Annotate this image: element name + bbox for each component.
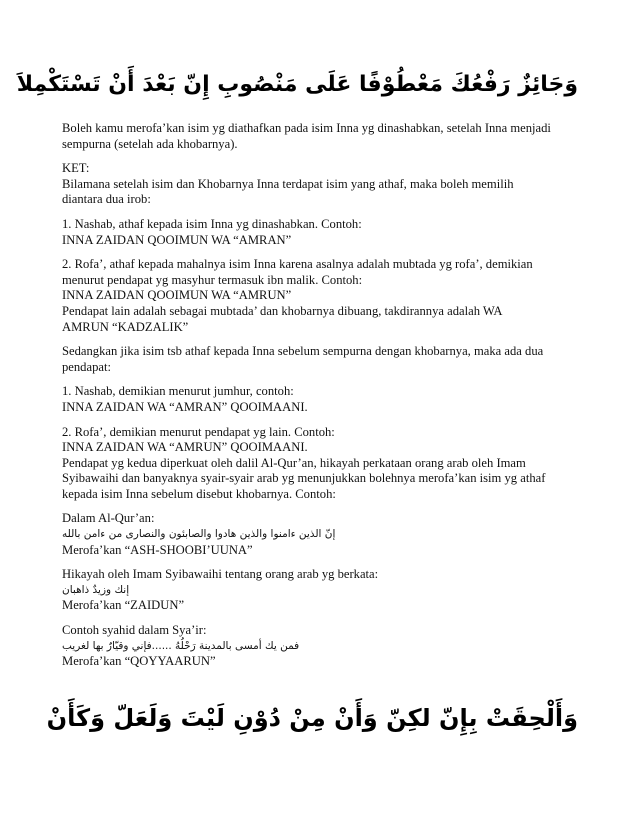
paragraph-nashab-2 xyxy=(62,384,582,415)
example-note: Merofa’kan “QOYYAARUN” xyxy=(62,654,216,669)
text-line: KET: xyxy=(62,161,90,176)
arabic-verse-footer: وَأَلْحِقَتْ بِإِنّ لكِنّ وَأَنْ مِنْ دُوْنِ لَيْتَ وَلَعَلّ وَكَأَنْ xyxy=(46,704,578,732)
text-line: Boleh kamu merofa’kan isim yg diathafkan pada isim Inna yg dinashabkan, setelah Inna menjadi xyxy=(62,121,551,135)
example-heading: Hikayah oleh Imam Syibawaihi tentang orang arab yg berkata: xyxy=(62,567,379,582)
text-line: diantara dua irob: xyxy=(62,192,151,207)
paragraph-rofa-1 xyxy=(62,257,582,335)
document-body xyxy=(62,121,582,670)
example-heading: Contoh syahid dalam Sya’ir: xyxy=(62,623,207,638)
paragraph-nashab-1 xyxy=(62,217,582,248)
example-arabic: إنك وزيدٌ ذاهبان xyxy=(62,583,130,596)
example-quran xyxy=(62,511,582,558)
text-line: Syibawaihi dan banyaknya syair-syair arab yg menunjukkan bolehnya merofa’kan isim yg athaf xyxy=(62,471,546,486)
text-line: INNA ZAIDAN QOOIMUN WA “AMRAN” xyxy=(62,232,292,247)
text-line: 1. Nashab, athaf kepada isim Inna yg dinashabkan. Contoh: xyxy=(62,216,362,231)
example-heading: Dalam Al-Qur’an: xyxy=(62,511,155,526)
paragraph-ket xyxy=(62,161,582,208)
paragraph-before-khobar xyxy=(62,344,582,375)
example-arabic: فمن يك أمسى بالمدينة رَحْلُهُ ......فإني وقيّارٌ بها لغريب xyxy=(62,639,300,652)
text-line: Pendapat lain adalah sebagai mubtada’ dan khobarnya dibuang, takdirannya adalah WA xyxy=(62,303,503,318)
example-hikayah xyxy=(62,567,582,614)
text-line: Sedangkan jika isim tsb athaf kepada Inna sebelum sempurna dengan khobarnya, maka ada dua xyxy=(62,344,544,359)
example-syair xyxy=(62,623,582,670)
text-line: menurut pendapat yg masyhur termasuk ibn malik. Contoh: xyxy=(62,272,363,287)
text-line: Bilamana setelah isim dan Khobarnya Inna terdapat isim yang athaf, maka boleh memilih xyxy=(62,176,514,191)
text-line: AMRUN “KADZALIK” xyxy=(62,319,189,334)
arabic-verse-title: وَجَائِزٌ رَفْعُكَ مَعْطُوْفًا عَلَى مَنْصُوبِ إِنّ بَعْدَ أَنْ تَسْتَكْمِلاَ xyxy=(16,72,578,97)
example-note: Merofa’kan “ZAIDUN” xyxy=(62,598,185,613)
paragraph-intro xyxy=(62,121,582,152)
example-arabic: إنّ الذين ءامنوا والذين هادوا والصابئون والنصارى من ءامن بالله xyxy=(62,528,336,541)
paragraph-rofa-2 xyxy=(62,425,582,503)
text-line: sempurna (setelah ada khobarnya). xyxy=(62,136,238,151)
text-line: pendapat: xyxy=(62,359,111,374)
text-line: 2. Rofa’, demikian menurut pendapat yg lain. Contoh: xyxy=(62,424,335,439)
text-line: Pendapat yg kedua diperkuat oleh dalil Al-Qur’an, hikayah perkataan orang arab oleh Imam xyxy=(62,455,526,470)
example-note: Merofa’kan “ASH-SHOOBI’UUNA” xyxy=(62,542,253,557)
text-line: INNA ZAIDAN WA “AMRUN” QOOIMAANI. xyxy=(62,440,308,455)
text-line: 1. Nashab, demikian menurut jumhur, contoh: xyxy=(62,384,294,399)
text-line: INNA ZAIDAN WA “AMRAN” QOOIMAANI. xyxy=(62,399,308,414)
text-line: 2. Rofa’, athaf kepada mahalnya isim Inna karena asalnya adalah mubtada yg rofa’, demikian xyxy=(62,257,533,272)
text-line: kepada isim Inna sebelum disebut khobarnya. Contoh: xyxy=(62,486,336,501)
text-line: INNA ZAIDAN QOOIMUN WA “AMRUN” xyxy=(62,288,292,303)
